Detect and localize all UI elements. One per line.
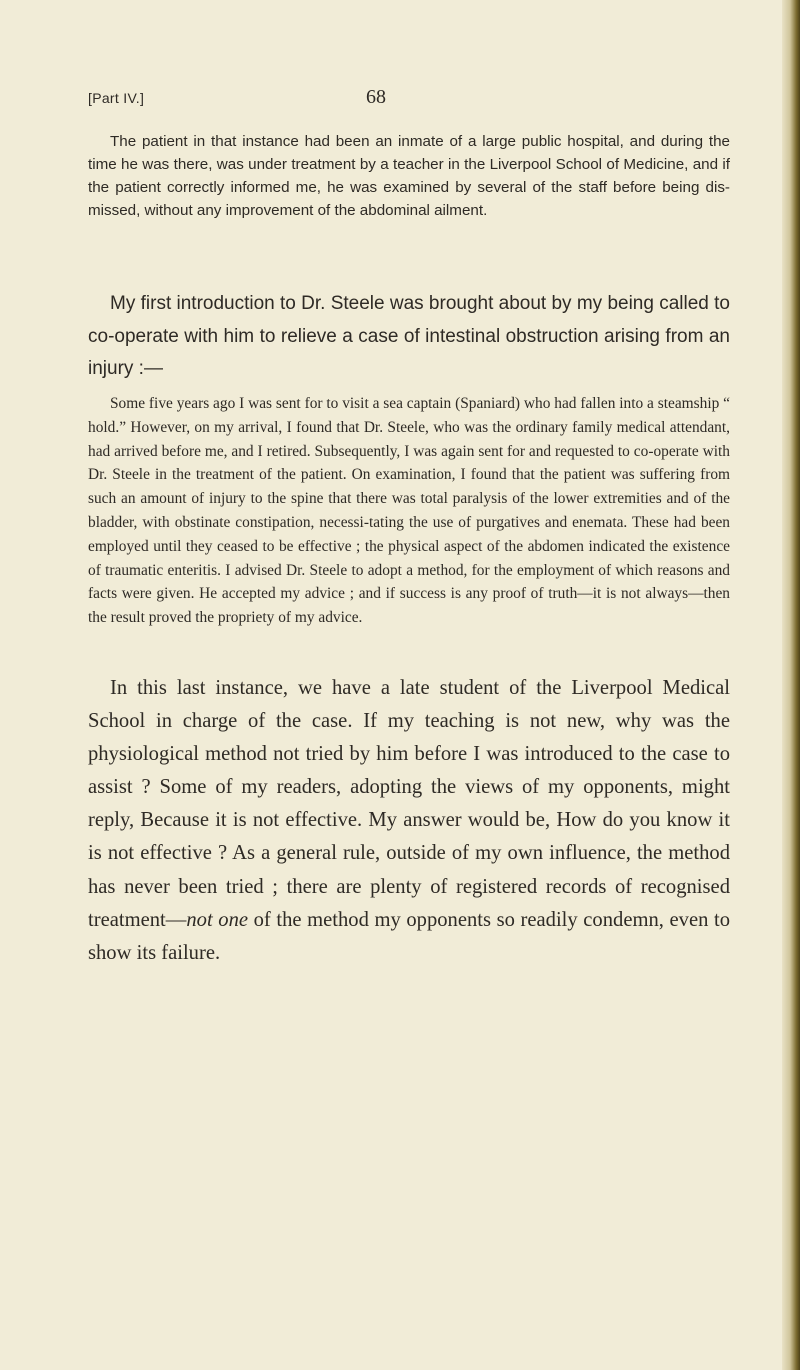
paragraph-4-text: In this last instance, we have a late student of the Liverpool Medical School in charge of the case. If my teaching is not new, why was the physiological method not tried by him before I was introduced to the case to assist ? Some of my readers, adopting the views of my opponents, might reply, Because it is not effective. My answer would be, How do you know it is not effective ? As a general rule, outside of my own influence, the method has never been tried ; there are plenty of registered records of recognised treatment— [88,677,730,931]
page-edge-shadow [782,0,800,1370]
running-head [88,86,748,110]
paragraph-1 [88,130,730,222]
paragraph-4-emphasis: not one [186,908,249,931]
paragraph-4 [88,672,730,970]
page-number: 68 [366,86,386,108]
part-label: [Part IV.] [88,90,145,106]
paragraph-1-text: The patient in that instance had been an inmate of a large public hospital, and during the time he was there, was under treatment by a teacher in the Liverpool School of Medicine, and if the patient correctly informed me, he was examined by several of the staff before being dis-missed, without any improvement of the abdominal ailment. [88,133,730,219]
paragraph-3 [88,392,730,630]
paragraph-4-text-end: of the method my opponents so readily condemn, even to show its failure. [88,908,731,964]
paragraph-3-text: Some five years ago I was sent for to visit a sea captain (Spaniard) who had fallen into a steamship “ hold.” However, on my arrival, I found that Dr. Steele, who was the ordinary family medical attendant, had arrived before me, and I retired. Subsequently, I was again sent for and requested to co-operate with Dr. Steele in the treatment of the patient. On examination, I found that the patient was suffering from such an amount of injury to the spine that there was total paralysis of the lower extremities and of the bladder, with obstinate constipation, necessi-tating the use of purgatives and enemata. These had been employed until they ceased to be effective ; the physical aspect of the abdomen indicated the existence of traumatic enteritis. I advised Dr. Steele to adopt a method, for the employment of which reasons and facts were given. He accepted my advice ; and if success is any proof of truth—it is not always—then the result proved the propriety of my advice. [88,395,730,627]
paragraph-2-text: My first introduction to Dr. Steele was brought about by my being called to co-operate with him to relieve a case of intestinal obstruction arising from an injury :— [88,293,730,379]
paragraph-2 [88,288,730,386]
